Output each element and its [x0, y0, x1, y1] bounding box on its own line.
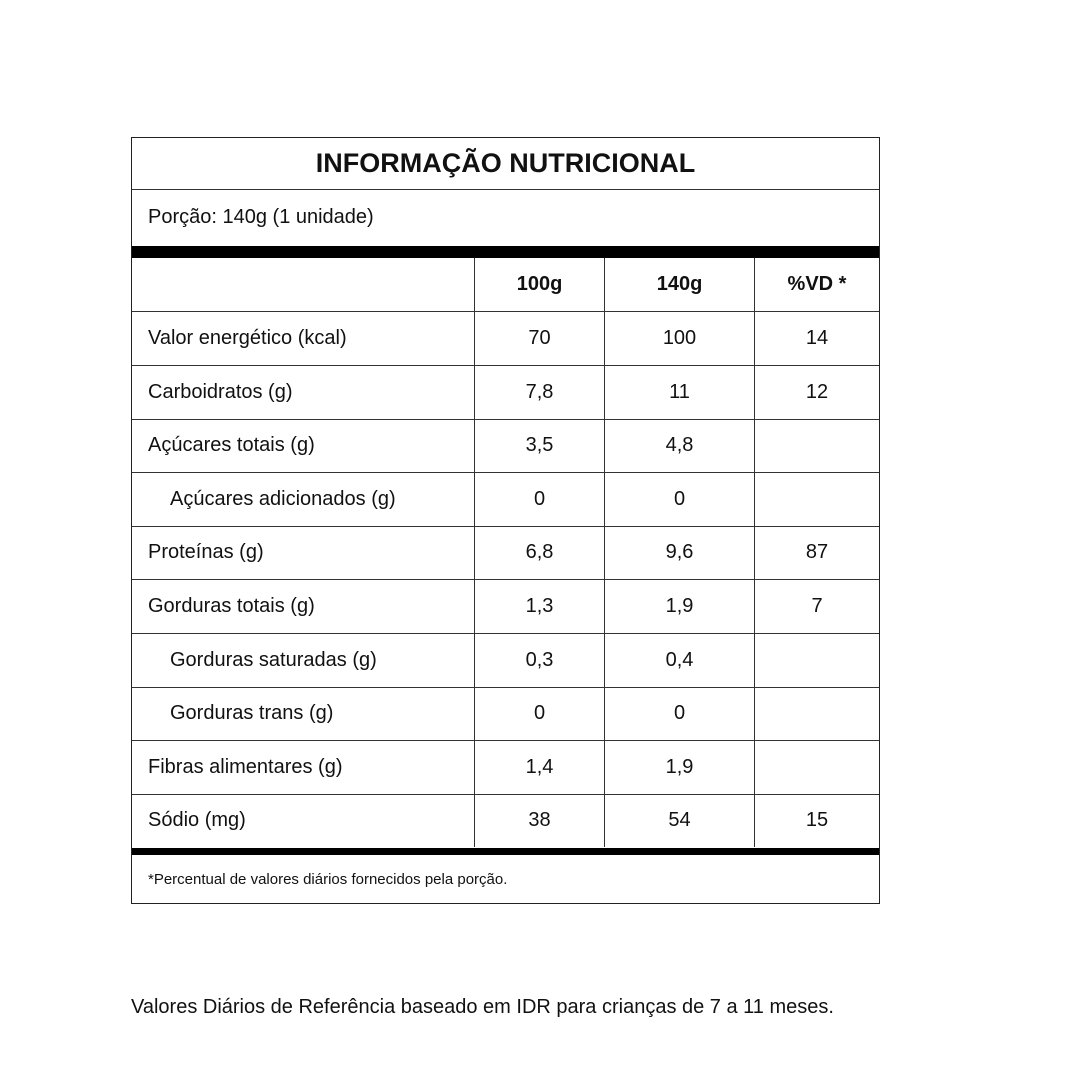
value-140g: 9,6 [604, 526, 754, 579]
value-100g: 3,5 [474, 419, 604, 472]
value-140g: 0 [604, 473, 754, 526]
table-title: INFORMAÇÃO NUTRICIONAL [132, 138, 879, 190]
nutrient-label: Açúcares totais (g) [148, 434, 315, 457]
header-nutrient [132, 258, 474, 311]
value-vd [754, 473, 879, 526]
value-140g: 1,9 [604, 580, 754, 633]
table-row [132, 634, 879, 688]
value-140g: 11 [604, 366, 754, 419]
value-100g: 70 [474, 312, 604, 365]
value-140g: 1,9 [604, 741, 754, 794]
value-vd: 12 [754, 366, 879, 419]
nutrient-label: Açúcares adicionados (g) [170, 487, 396, 510]
table-row [132, 794, 879, 847]
value-100g: 38 [474, 794, 604, 847]
value-100g: 1,3 [474, 580, 604, 633]
value-100g: 0 [474, 687, 604, 740]
reference-note: Valores Diários de Referência baseado em IDR para crianças de 7 a 11 meses. [131, 996, 834, 1018]
header-100g: 100g [474, 258, 604, 311]
value-140g: 0,4 [604, 634, 754, 687]
value-vd: 14 [754, 312, 879, 365]
nutrient-label: Gorduras trans (g) [170, 702, 334, 725]
value-100g: 0,3 [474, 634, 604, 687]
value-vd: 15 [754, 794, 879, 847]
table-row [132, 580, 879, 634]
nutrient-label: Gorduras saturadas (g) [170, 648, 377, 671]
value-140g: 0 [604, 687, 754, 740]
table-row [132, 366, 879, 420]
table-row [132, 419, 879, 473]
table-row [132, 687, 879, 741]
value-140g: 100 [604, 312, 754, 365]
header-row [132, 258, 879, 312]
value-vd [754, 741, 879, 794]
value-vd [754, 687, 879, 740]
thick-divider-bottom [132, 848, 879, 855]
footnote: *Percentual de valores diários fornecidos pela porção. [148, 870, 508, 888]
nutrient-label: Valor energético (kcal) [148, 327, 347, 349]
value-140g: 4,8 [604, 419, 754, 472]
nutrient-label: Proteínas (g) [148, 541, 264, 564]
value-vd: 87 [754, 526, 879, 579]
nutrient-label: Sódio (mg) [148, 809, 246, 832]
nutrient-label: Carboidratos (g) [148, 380, 293, 403]
table-row [132, 526, 879, 580]
value-100g: 6,8 [474, 526, 604, 579]
header-140g: 140g [604, 258, 754, 311]
table-row [132, 741, 879, 795]
value-vd [754, 634, 879, 687]
nutrition-table [131, 137, 880, 904]
value-140g: 54 [604, 794, 754, 847]
portion-size: Porção: 140g (1 unidade) [148, 206, 374, 228]
nutrient-label: Gorduras totais (g) [148, 595, 315, 617]
value-100g: 0 [474, 473, 604, 526]
nutrient-label: Fibras alimentares (g) [148, 755, 343, 778]
thick-divider [132, 246, 879, 258]
table-row [132, 312, 879, 366]
table-row [132, 473, 879, 527]
value-100g: 1,4 [474, 741, 604, 794]
value-vd [754, 419, 879, 472]
value-100g: 7,8 [474, 366, 604, 419]
value-vd: 7 [754, 580, 879, 633]
header-vd: %VD * [754, 258, 879, 311]
